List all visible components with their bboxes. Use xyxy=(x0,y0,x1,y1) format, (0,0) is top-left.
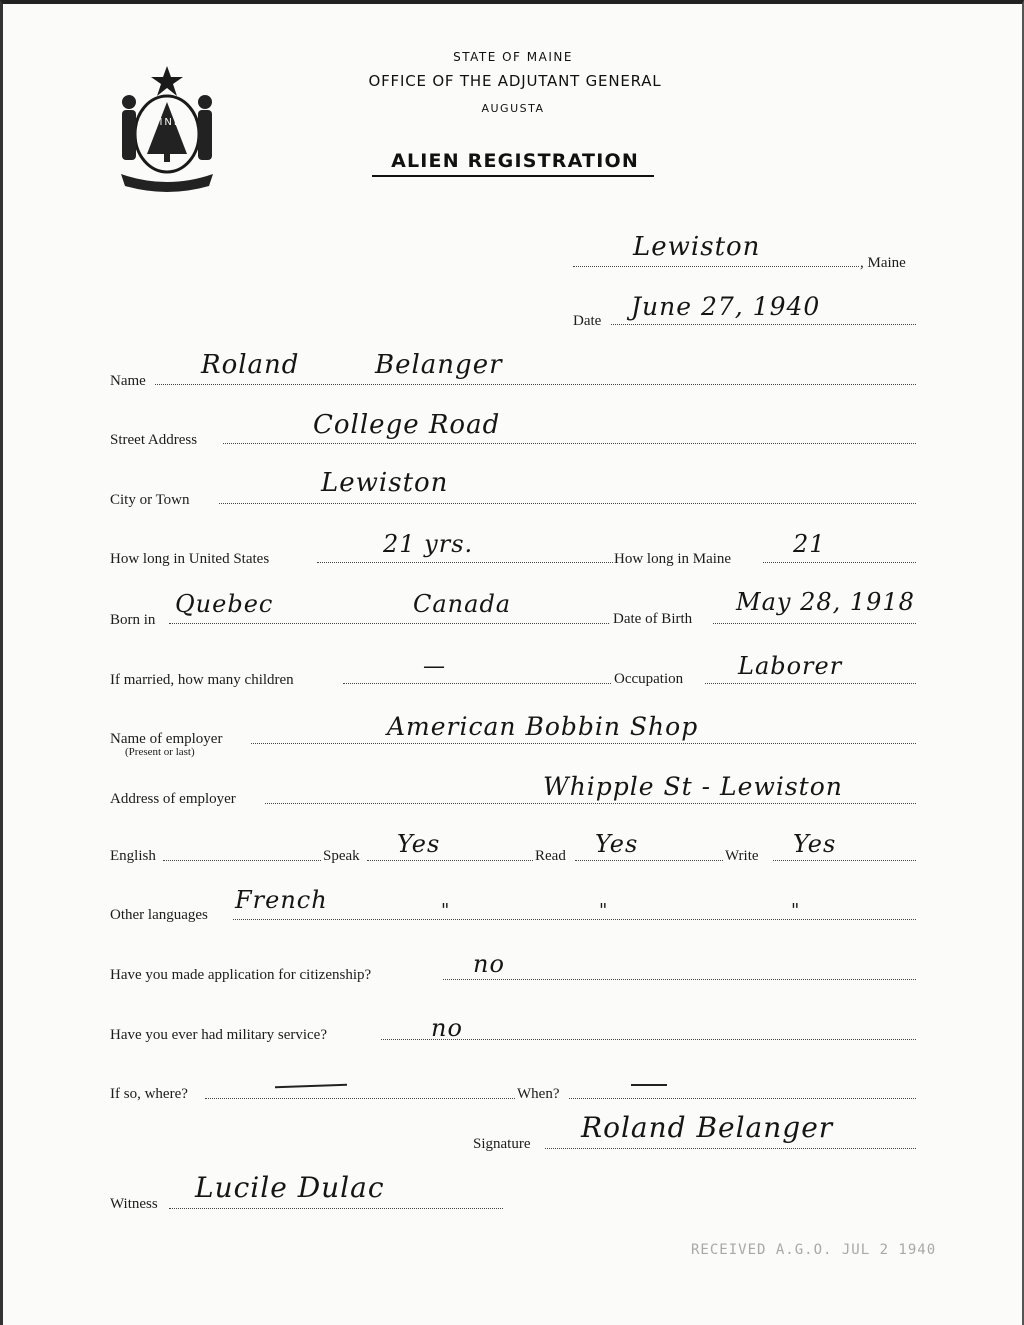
witness-label: Witness xyxy=(110,1196,158,1212)
date-value: June 27, 1940 xyxy=(631,292,821,321)
born-in-label: Born in xyxy=(110,612,156,628)
signature-label: Signature xyxy=(473,1136,531,1152)
military-label: Have you ever had military service? xyxy=(110,1027,327,1043)
employer-name-label: Name of employer xyxy=(110,731,223,747)
how-long-maine-label: How long in Maine xyxy=(614,551,732,567)
other-languages-label: Other languages xyxy=(110,907,208,923)
write-line xyxy=(773,860,916,861)
children-value: — xyxy=(423,654,446,679)
how-long-us-value: 21 yrs. xyxy=(383,530,474,558)
date-label: Date xyxy=(573,313,602,329)
when-line xyxy=(569,1098,916,1099)
english-line xyxy=(163,860,321,861)
employer-address-label: Address of employer xyxy=(110,791,236,807)
citizenship-line xyxy=(443,979,916,980)
street-label: Street Address xyxy=(110,432,198,448)
when-label: When? xyxy=(517,1086,560,1102)
speak-value: Yes xyxy=(397,830,441,858)
employer-note-label: (Present or last) xyxy=(125,746,195,758)
witness-value: Lucile Dulac xyxy=(195,1171,385,1204)
signature-value: Roland Belanger xyxy=(581,1111,834,1144)
employer-address-line xyxy=(265,803,916,804)
how-long-maine-value: 21 xyxy=(793,530,826,558)
when-dash-mark xyxy=(631,1084,667,1086)
employer-name-line xyxy=(251,743,916,744)
read-value: Yes xyxy=(595,830,639,858)
children-label: If married, how many children xyxy=(110,672,294,688)
witness-line xyxy=(169,1208,503,1209)
other-language-value: French xyxy=(235,886,328,914)
city-line xyxy=(219,503,916,504)
ditto-read-value: " xyxy=(599,900,609,921)
english-label: English xyxy=(110,848,156,864)
employer-address-value: Whipple St - Lewiston xyxy=(543,772,843,801)
read-label: Read xyxy=(535,848,566,864)
seal-banner-text: MAINE xyxy=(140,117,183,128)
how-long-us-line xyxy=(317,562,613,563)
citizenship-value: no xyxy=(473,950,505,978)
where-label: If so, where? xyxy=(110,1086,188,1102)
state-heading: STATE OF MAINE xyxy=(453,50,573,64)
citizenship-label: Have you made application for citizenship? xyxy=(110,967,372,983)
read-line xyxy=(575,860,723,861)
employer-name-value: American Bobbin Shop xyxy=(387,712,699,741)
occupation-line xyxy=(705,683,916,684)
other-languages-line xyxy=(233,919,916,920)
how-long-us-label: How long in United States xyxy=(110,551,270,567)
place-suffix-label: , Maine xyxy=(860,255,906,271)
name-last-value: Belanger xyxy=(375,350,503,380)
date-of-birth-value: May 28, 1918 xyxy=(736,588,915,616)
speak-label: Speak xyxy=(323,848,360,864)
ditto-speak-value: " xyxy=(441,900,451,921)
date-of-birth-label: Date of Birth xyxy=(613,611,693,627)
date-of-birth-line xyxy=(713,623,916,624)
street-value: College Road xyxy=(313,410,501,440)
speak-line xyxy=(367,860,533,861)
city-heading: AUGUSTA xyxy=(481,102,545,115)
occupation-label: Occupation xyxy=(614,671,684,687)
how-long-maine-line xyxy=(763,562,916,563)
form-title: ALIEN REGISTRATION xyxy=(391,150,639,172)
city-label: City or Town xyxy=(110,492,190,508)
military-value: no xyxy=(431,1014,463,1042)
ditto-write-value: " xyxy=(791,900,801,921)
date-line xyxy=(611,324,916,325)
name-line xyxy=(155,384,916,385)
street-line xyxy=(223,443,916,444)
office-heading: OFFICE OF THE ADJUTANT GENERAL xyxy=(368,72,662,90)
place-line xyxy=(573,266,859,267)
write-label: Write xyxy=(725,848,759,864)
born-province-value: Quebec xyxy=(175,590,274,618)
name-label: Name xyxy=(110,373,146,389)
title-underline xyxy=(372,175,654,177)
name-first-value: Roland xyxy=(201,350,300,380)
received-stamp: RECEIVED A.G.O. JUL 2 1940 xyxy=(691,1242,937,1258)
occupation-value: Laborer xyxy=(738,652,843,680)
born-country-value: Canada xyxy=(413,590,512,618)
city-value: Lewiston xyxy=(321,468,449,498)
where-line xyxy=(205,1098,515,1099)
where-dash-mark xyxy=(275,1084,347,1089)
place-value: Lewiston xyxy=(633,232,761,262)
write-value: Yes xyxy=(793,830,837,858)
born-in-line xyxy=(169,623,609,624)
signature-line xyxy=(545,1148,916,1149)
children-line xyxy=(343,683,611,684)
